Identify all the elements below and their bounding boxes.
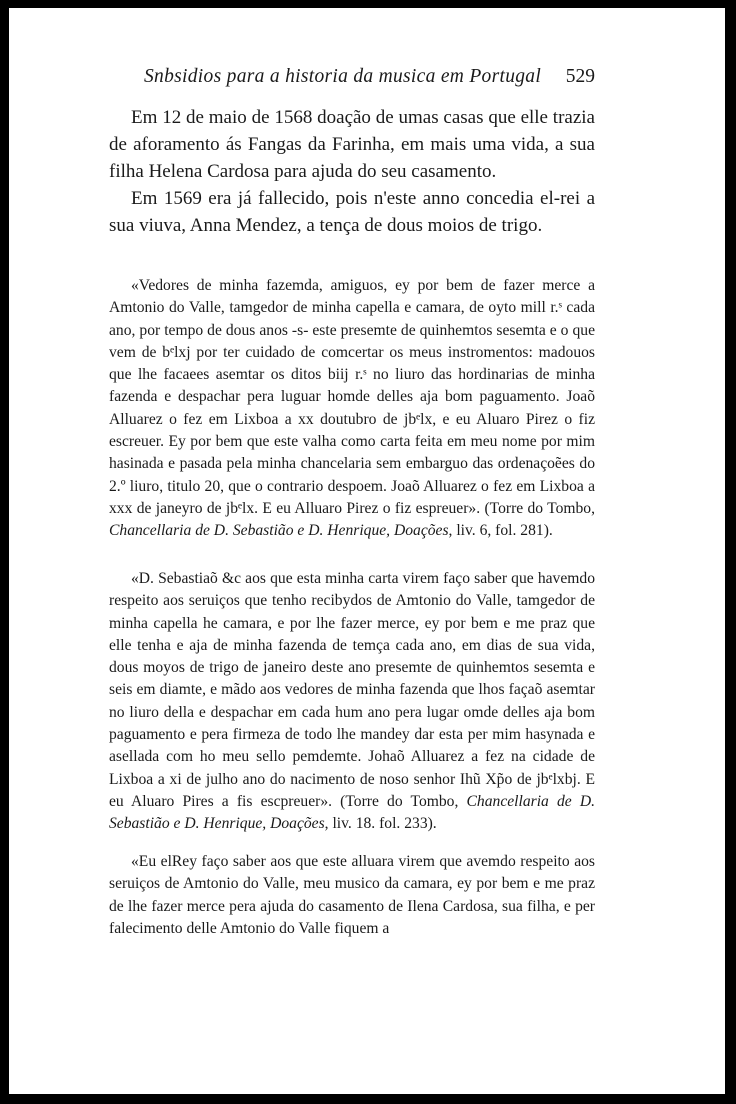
page-header <box>109 66 595 94</box>
source-reference: , liv. 6, fol. 281). <box>448 522 553 540</box>
quote-block <box>109 275 595 543</box>
quote-paragraph <box>109 851 595 940</box>
source-title: Chancellaria de D. Sebastião e D. Henrique, Doações <box>109 522 449 540</box>
quote-text: «D. Sebastiaõ &c aos que esta minha carta virem faço saber que havemdo respeito aos seruiços que tenho recibydos de Amtonio do Valle, tamgedor de minha capella he camara, e por lhe fazer merce, ey por bem e me praz que elle tenha e aja de minha fazenda de temça cada ano, em dias de sua vida, dous moyos de trigo de janeiro deste ano presemte de quinhemtos sesemta e seis em diamte, e mãdo aos vedores de minha fazenda que lhos façaõ asemtar no liuro della e despachar em cada hum ano pera lugar omde delles aja bom paguamento e pera firmeza de todo lhe mandey dar esta per mim hasynada e asellada com ho meu sello pemdemte. Johaõ Alluarez a fez na cidade de Lixboa a xi de julho ano do nacimento de noso senhor Ihũ Xp̃o de jbᵉlxbj. E eu Aluaro Pires a fis escpreuer». (Torre do Tombo, <box>109 570 595 810</box>
paragraph: Em 12 de maio de 1568 doação de umas casas que elle trazia de aforamento ás Fangas da Farinha, em mais uma vida, a sua filha Helena Cardosa para ajuda do seu casamento. <box>109 107 595 182</box>
source-reference: , liv. 18. fol. 233). <box>324 815 437 833</box>
book-page <box>9 8 725 1094</box>
source-title: Chancellaria de D. Sebastião e D. Henrique, Doações <box>109 792 595 833</box>
running-title: Snbsidios para a historia da musica em Portugal <box>144 66 542 87</box>
paragraph: Em 1569 era já fallecido, pois n'este anno concedia el-rei a sua viuva, Anna Mendez, a tença de dous moios de trigo. <box>109 188 595 236</box>
quote-paragraph <box>109 275 595 543</box>
quote-text: «Eu elRey faço saber aos que este alluara virem que avemdo respeito aos seruiços de Amtonio do Valle, meu musico da camara, ey por bem e me praz de lhe fazer merce pera ajuda do casamento de Ilena Cardosa, sua filha, e per falecimento delle Amtonio do Valle fiquem a <box>109 853 595 937</box>
quote-text: «Vedores de minha fazemda, amiguos, ey por bem de fazer merce a Amtonio do Valle, tamgedor de minha capella e camara, de oyto mill r.ˢ cada ano, por tempo de dous anos -s- este presemte de quinhemtos sesemta e o que vem de bᵉlxj por ter cuidado de comcertar os meus instromentos: madouos que lhe facaees asemtar os ditos biij r.ˢ no liuro das hordinarias de minha fazenda e despachar pera luguar homde delles aja bom paguamento. Joaõ Alluarez o fez em Lixboa a xx doutubro de jbᵉlx, e eu Aluaro Pirez o fiz escreuer. Ey por bem que este valha como carta feita em meu nome por mim hasinada e pasada pela minha chancelaria sem embarguo das ordenaçoẽes do 2.º liuro, titulo 20, que o contrario despoem. Joaõ Alluarez o fez em Lixboa a xxx de janeyro de jbᵉlx. E eu Alluaro Pirez o fiz espreuer». (Torre do Tombo, <box>109 277 595 517</box>
quote-paragraph <box>109 568 595 836</box>
quote-block <box>109 568 595 836</box>
main-text <box>109 104 595 239</box>
quote-block <box>109 851 595 940</box>
page-number: 529 <box>565 66 595 87</box>
